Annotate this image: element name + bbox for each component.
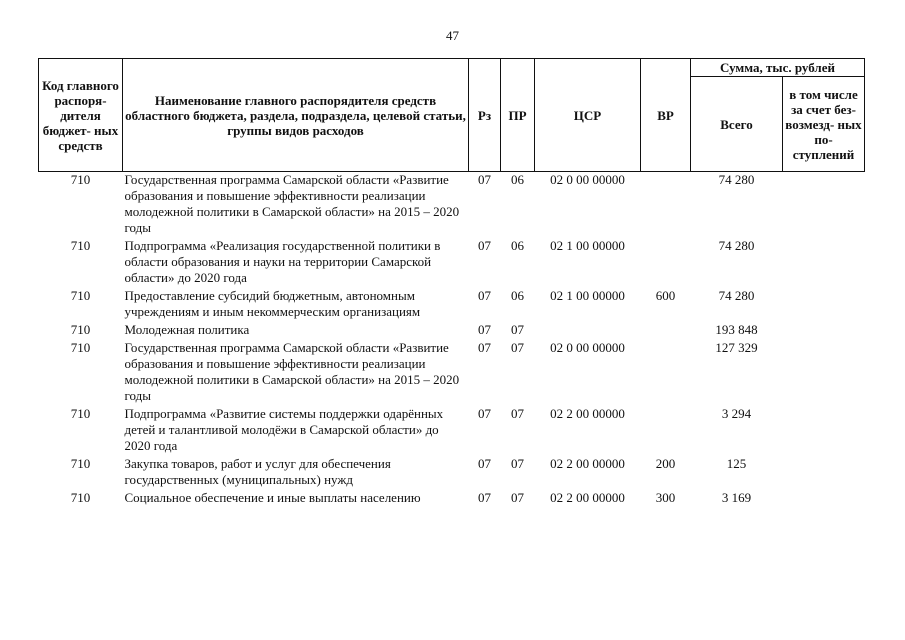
cell-total: 74 280 xyxy=(718,172,755,187)
cell-rz: 07 xyxy=(478,322,491,337)
header-row-1 xyxy=(39,59,865,77)
table-row xyxy=(39,340,865,406)
cell-csr xyxy=(535,322,641,340)
cell-free xyxy=(783,172,865,239)
cell-pr: 07 xyxy=(511,456,524,471)
cell-total: 74 280 xyxy=(718,238,755,253)
header-sum-group: Сумма, тыс. рублей xyxy=(691,59,865,77)
cell-pr: 06 xyxy=(511,172,524,187)
cell-total: 193 848 xyxy=(715,322,758,337)
table-row xyxy=(39,288,865,322)
header-name: Наименование главного распорядителя средств областного бюджета, раздела, подраздела, целевой статьи, группы видов расходов xyxy=(123,59,469,172)
cell-rz: 07 xyxy=(478,406,491,421)
header-free: в том числе за счет без- возмезд- ных по- ступлений xyxy=(783,77,865,172)
cell-pr: 07 xyxy=(511,322,524,337)
cell-vr: 300 xyxy=(655,490,676,505)
cell-rz: 07 xyxy=(478,288,491,303)
cell-pr: 06 xyxy=(511,288,524,303)
cell-csr: 02 0 00 00000 xyxy=(550,340,625,355)
budget-table xyxy=(38,58,865,508)
cell-rz: 07 xyxy=(478,172,491,187)
header-csr: ЦСР xyxy=(535,59,641,172)
header-pr: ПР xyxy=(501,59,535,172)
cell-vr xyxy=(641,172,691,239)
cell-vr xyxy=(641,406,691,456)
cell-name: Государственная программа Самарской области «Развитие образования и повышение эффективности реализации молодежной политики в Самарской области» на 2015 – 2020 годы xyxy=(124,340,460,403)
table-row xyxy=(39,172,865,239)
cell-csr: 02 2 00 00000 xyxy=(550,456,625,471)
cell-pr: 07 xyxy=(511,340,524,355)
cell-free xyxy=(783,288,865,322)
cell-free xyxy=(783,340,865,406)
cell-name: Социальное обеспечение и иные выплаты населению xyxy=(124,490,421,505)
cell-pr: 07 xyxy=(511,490,524,505)
cell-csr: 02 2 00 00000 xyxy=(550,406,625,421)
cell-total: 3 294 xyxy=(721,406,752,421)
cell-vr xyxy=(641,340,691,406)
cell-code: 710 xyxy=(70,340,91,355)
cell-code: 710 xyxy=(70,238,91,253)
cell-vr: 200 xyxy=(655,456,676,471)
cell-total: 125 xyxy=(726,456,747,471)
cell-vr: 600 xyxy=(655,288,676,303)
cell-free xyxy=(783,456,865,490)
header-total: Всего xyxy=(691,77,783,172)
cell-code: 710 xyxy=(70,172,91,187)
header-code: Код главного распоря- дителя бюджет- ных средств xyxy=(39,59,123,172)
page-number: 47 xyxy=(446,28,459,43)
cell-code: 710 xyxy=(70,288,91,303)
cell-name: Государственная программа Самарской области «Развитие образования и повышение эффективности реализации молодежной политики в Самарской области» на 2015 – 2020 годы xyxy=(124,172,460,235)
cell-pr: 06 xyxy=(511,238,524,253)
cell-rz: 07 xyxy=(478,490,491,505)
cell-total: 3 169 xyxy=(721,490,752,505)
cell-rz: 07 xyxy=(478,340,491,355)
cell-vr xyxy=(641,322,691,340)
cell-rz: 07 xyxy=(478,456,491,471)
cell-code: 710 xyxy=(70,456,91,471)
cell-code: 710 xyxy=(70,490,91,505)
table-row xyxy=(39,322,865,340)
table-row xyxy=(39,456,865,490)
cell-free xyxy=(783,406,865,456)
cell-free xyxy=(783,490,865,508)
cell-rz: 07 xyxy=(478,238,491,253)
header-rz: Рз xyxy=(469,59,501,172)
cell-name: Молодежная политика xyxy=(124,322,250,337)
cell-csr: 02 0 00 00000 xyxy=(550,172,625,187)
cell-code: 710 xyxy=(70,406,91,421)
table-row xyxy=(39,238,865,288)
cell-csr: 02 2 00 00000 xyxy=(550,490,625,505)
table-row xyxy=(39,406,865,456)
cell-name: Закупка товаров, работ и услуг для обеспечения государственных (муниципальных) нужд xyxy=(124,456,391,487)
cell-free xyxy=(783,238,865,288)
table-row xyxy=(39,490,865,508)
cell-name: Предоставление субсидий бюджетным, автономным учреждениям и иным некоммерческим организациям xyxy=(124,288,421,319)
header-vr: ВР xyxy=(641,59,691,172)
cell-csr: 02 1 00 00000 xyxy=(550,288,625,303)
cell-name: Подпрограмма «Реализация государственной политики в области образования и науки на территории Самарской области» до 2020 года xyxy=(124,238,441,285)
cell-free xyxy=(783,322,865,340)
cell-pr: 07 xyxy=(511,406,524,421)
cell-total: 127 329 xyxy=(715,340,758,355)
cell-total: 74 280 xyxy=(718,288,755,303)
cell-csr: 02 1 00 00000 xyxy=(550,238,625,253)
cell-name: Подпрограмма «Развитие системы поддержки одарённых детей и талантливой молодёжи в Самарской области» до 2020 года xyxy=(124,406,444,453)
cell-vr xyxy=(641,238,691,288)
cell-code: 710 xyxy=(70,322,91,337)
